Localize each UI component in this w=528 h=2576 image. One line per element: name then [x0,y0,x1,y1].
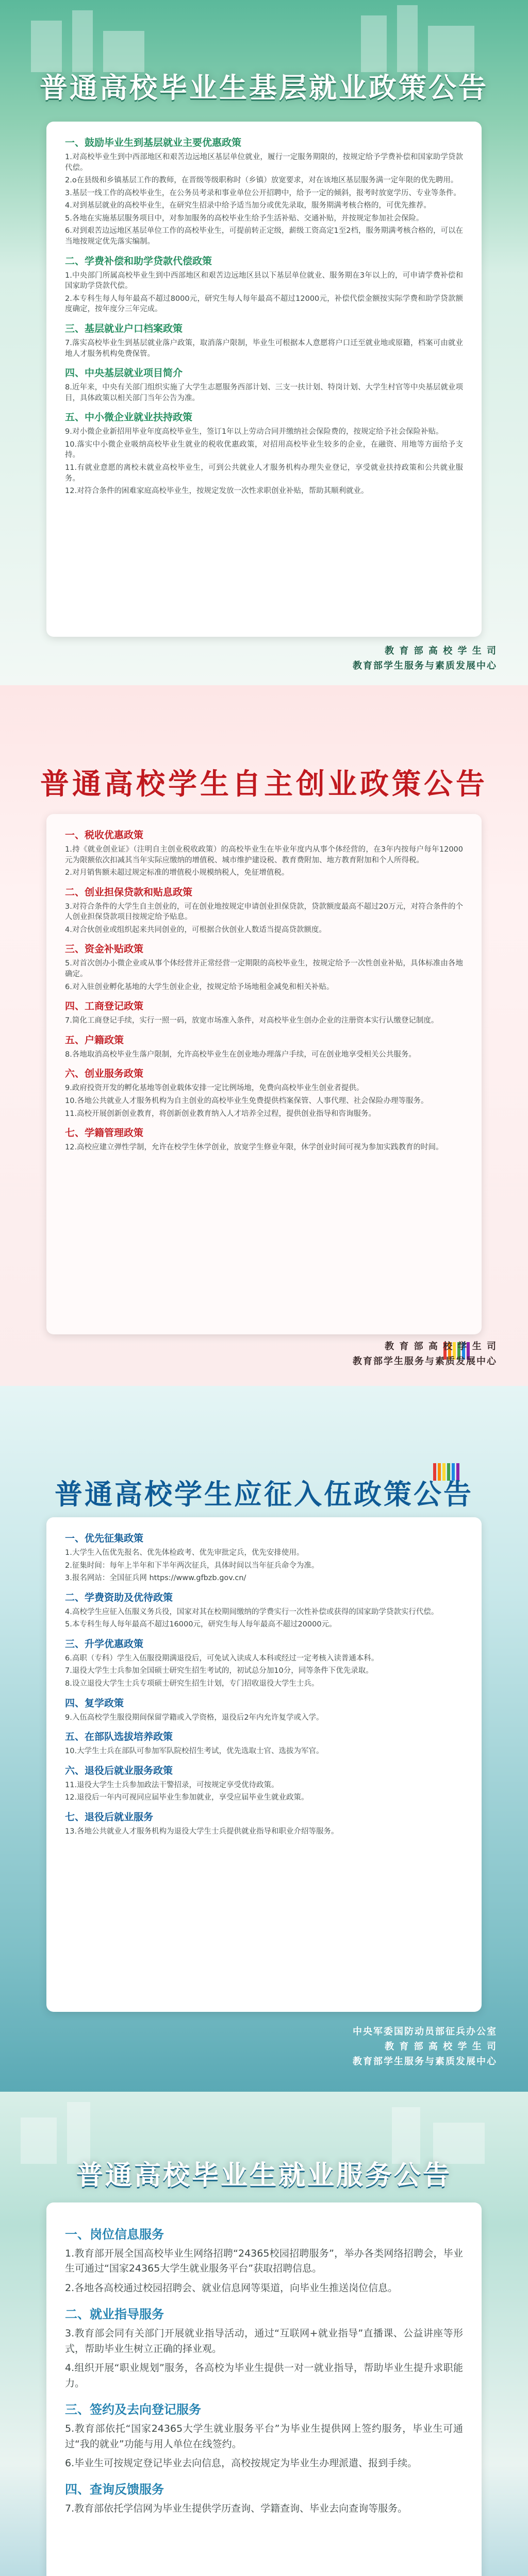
policy-item: 10.落实中小微企业吸纳高校毕业生就业的税收优惠政策，对招用高校毕业生较多的企业，在融资、用地等方面给予支持。 [65,440,463,460]
policy-item: 3.基层一线工作的高校毕业生，在公务员考录和事业单位公开招聘中，给予一定的倾斜，报考时放宽学历、专业等条件。 [65,189,461,197]
policy-card [46,1517,482,2012]
policy-item: 3.教育部会同有关部门开展就业指导活动，通过“互联网+就业指导”直播课、公益讲座等形式，帮助毕业生树立正确的择业观。 [65,2328,463,2354]
policy-item: 8.各地取消高校毕业生落户限制，允许高校毕业生在创业地办理落户手续，可在创业地享受相关公共服务。 [65,1050,416,1059]
policy-item: 9.入伍高校学生服役期间保留学籍或入学资格，退役后2年内允许复学或入学。 [65,1713,324,1722]
policy-item: 11.退役大学生士兵参加政法干警招录，可按规定享受优待政策。 [65,1781,279,1789]
policy-item: 4.对到基层就业的高校毕业生，在研究生招录中给予适当加分或优先录取，服务期满考核合格的，可优先推荐。 [65,201,431,210]
issuer-line: 中央军委国防动员部征兵办公室 [353,2026,497,2037]
issuer-line: 教 育 部 高 校 学 生 司 [385,2041,497,2052]
issuer-line: 教 育 部 高 校 学 生 司 [385,1341,497,1352]
section-heading: 三、资金补贴政策 [65,943,144,955]
policy-item: 3.对符合条件的大学生自主创业的，可在创业地按规定申请创业担保贷款，贷款额度最高不超过20万元，对符合条件的个人创业担保贷款项目按规定给予贴息。 [65,902,463,922]
section-heading: 六、创业服务政策 [65,1068,144,1080]
issuer-footer [353,644,497,674]
policy-item: 11.高校开展创新创业教育，将创新创业教育纳入人才培养全过程，提供创业指导和咨询服务。 [65,1109,376,1118]
policy-item: 9.政府投资开发的孵化基地等创业载体安排一定比例场地，免费向高校毕业生创业者提供。 [65,1084,364,1093]
policy-item: 7.教育部依托学信网为毕业生提供学历查询、学籍查询、毕业去向查询等服务。 [65,2503,408,2515]
policy-item: 10.各地公共就业人才服务机构为自主创业的高校毕业生免费提供档案保管、人事代理、社会保险办理等服务。 [65,1096,428,1105]
section-heading: 二、学费资助及优待政策 [65,1591,173,1603]
poster-entrepreneurship [0,685,528,1386]
policy-item: 10.大学生士兵在部队可参加军队院校招生考试，优先选取士官、选拔为军官。 [65,1747,324,1756]
section-heading: 二、创业担保贷款和贴息政策 [65,886,193,898]
policy-item: 5.各地在实施基层服务项目中，对参加服务的高校毕业生给予生活补贴、交通补贴，并按规定参加社会保险。 [65,214,424,223]
policy-item: 8.近年来，中央有关部门组织实施了大学生志愿服务西部计划、三支一扶计划、特岗计划、大学生村官等中央基层就业项目，具体政策以相关部门当年公告为准。 [65,383,463,402]
policy-item: 1.大学生入伍优先报名、优先体检政考、优先审批定兵，优先安排使用。 [65,1549,304,1557]
policy-item: 3.报名网站：全国征兵网 https://www.gfbzb.gov.cn/ [65,1574,246,1583]
section-heading: 一、优先征集政策 [65,1533,144,1544]
section-heading: 三、签约及去向登记服务 [65,2402,201,2417]
policy-item: 4.组织开展“职业规划”服务，各高校为毕业生提供一对一就业指导，帮助毕业生提升求职能力。 [65,2362,463,2389]
policy-card [46,814,482,1334]
policy-item: 7.退役大学生士兵参加全国硕士研究生招生考试的，初试总分加10分，同等条件下优先录取。 [65,1667,373,1675]
poster-title: 普通高校毕业生就业服务公告 [76,2160,452,2191]
poster-title: 普通高校毕业生基层就业政策公告 [40,71,488,104]
section-heading: 五、在部队选拔培养政策 [65,1731,173,1743]
policy-item: 5.本专科生每人每年最高不超过16000元，研究生每人每年最高不超过20000元。 [65,1620,337,1629]
issuer-footer [353,2025,497,2069]
poster-title: 普通高校学生自主创业政策公告 [40,767,488,801]
policy-item: 12.高校应建立弹性学制，允许在校学生休学创业，放宽学生修业年限，休学创业时间可视为参加实践教育的时间。 [65,1143,443,1152]
section-heading: 一、岗位信息服务 [65,2227,164,2242]
policy-item: 2.o在县级和乡镇基层工作的教师，在晋级等级职称时（乡镇）放宽要求，对在该地区基层服务满一定年限的优先聘用。 [65,176,458,185]
section-heading: 三、基层就业户口档案政策 [65,323,183,334]
issuer-line: 教育部学生服务与素质发展中心 [353,2056,497,2067]
policy-card [46,122,482,637]
policy-item: 1.中央部门所属高校毕业生到中西部地区和艰苦边远地区县以下基层单位就业、服务期在3年以上的，可申请学费补偿和国家助学贷款代偿。 [65,271,463,291]
policy-item: 12.对符合条件的困难家庭高校毕业生，按规定发放一次性求职创业补贴，帮助其顺利就业。 [65,487,369,496]
policy-item: 6.高职（专科）学生入伍服役期满退役后，可免试入读成人本科或经过一定考核入读普通本科。 [65,1654,379,1663]
policy-item: 5.教育部依托“国家24365大学生就业服务平台”为毕业生提供网上签约服务，毕业生可通过“我的就业”功能与用人单位在线签约。 [65,2423,463,2450]
policy-item: 8.设立退役大学生士兵专项硕士研究生招生计划，专门招收退役大学生士兵。 [65,1680,319,1688]
policy-item: 6.对到艰苦边远地区基层单位工作的高校毕业生，可提前转正定级，薪级工资高定1至2档，服务期满考核合格的，可以在当地按规定优先落实编制。 [65,227,463,246]
policy-item: 1.对高校毕业生到中西部地区和艰苦边远地区基层单位就业，履行一定服务期限的，按规定给予学费补偿和国家助学贷款代偿。 [65,153,463,172]
policy-card [46,2202,482,2576]
policy-item: 2.本专科生每人每年最高不超过8000元，研究生每人每年最高不超过12000元，补偿代偿金额按实际学费和助学贷款额度确定，按年度分三年完成。 [65,294,463,314]
poster-title: 普通高校学生应征入伍政策公告 [55,1478,473,1511]
poster-employment-services [0,2092,528,2576]
policy-item: 6.对入驻创业孵化基地的大学生创业企业，按规定给予场地租金减免和相关补贴。 [65,982,334,991]
section-heading: 五、中小微企业就业扶持政策 [65,412,193,423]
section-heading: 六、退役后就业服务政策 [65,1765,173,1776]
city-skyline-decoration [0,2092,528,2164]
section-heading: 三、升学优惠政策 [65,1638,144,1650]
poster-military-enlistment [0,1386,528,2092]
section-heading: 七、退役后就业服务 [65,1811,154,1823]
policy-item: 6.毕业生可按规定登记毕业去向信息，高校按规定为毕业生办理派遣、报到手续。 [65,2457,418,2469]
policy-item: 2.对月销售额未超过规定标准的增值税小规模纳税人，免征增值税。 [65,869,289,877]
policy-item: 4.对合伙创业或组织起来共同创业的，可根据合伙创业人数适当提高贷款额度。 [65,925,326,934]
policy-item: 1.持《就业创业证》（注明自主创业税收政策）的高校毕业生在毕业年度内从事个体经营的，在3年内按每户每年12000元为限额依次扣减其当年实际应缴纳的增值税、城市维护建设税、教育费附加、地方教育附加和个人所得税。 [65,845,463,865]
section-heading: 二、学费补偿和助学贷款代偿政策 [65,255,212,267]
policy-item: 4.高校学生应征入伍服义务兵役，国家对其在校期间缴纳的学费实行一次性补偿或获得的国家助学贷款实行代偿。 [65,1607,439,1616]
policy-item: 11.有就业意愿的离校未就业高校毕业生，可到公共就业人才服务机构办理失业登记，享受就业扶持政策和公共就业服务。 [65,463,463,483]
section-heading: 四、工商登记政策 [65,1001,144,1012]
section-heading: 一、鼓励毕业生到基层就业主要优惠政策 [65,137,242,148]
issuer-line: 教 育 部 高 校 学 生 司 [385,646,497,656]
section-heading: 二、就业指导服务 [65,2307,164,2322]
policy-item: 13.各地公共就业人才服务机构为退役大学生士兵提供就业指导和职业介绍等服务。 [65,1827,339,1836]
policy-item: 7.落实高校毕业生到基层就业落户政策，取消落户限制，毕业生可根据本人意愿将户口迁至就业地或原籍，档案可由就业地人才服务机构免费保管。 [65,338,463,358]
poster-grassroots-employment [0,0,528,685]
section-heading: 四、中央基层就业项目简介 [65,367,183,379]
policy-item: 9.对小微企业新招用毕业年度高校毕业生，签订1年以上劳动合同并缴纳社会保险费的，按规定给予社会保险补贴。 [65,428,443,436]
section-heading: 五、户籍政策 [65,1034,124,1046]
policy-item: 5.对首次创办小微企业或从事个体经营并正常经营一定期限的高校毕业生，按规定给予一次性创业补贴，具体标准由各地确定。 [65,959,463,979]
policy-item: 2.各地各高校通过校园招聘会、就业信息网等渠道，向毕业生推送岗位信息。 [65,2282,398,2294]
section-heading: 四、复学政策 [65,1697,124,1709]
policy-item: 12.退役后一年内可视同应届毕业生参加就业，享受应届毕业生就业政策。 [65,1793,309,1802]
policy-item: 7.简化工商登记手续，实行一照一码，放宽市场准入条件，对高校毕业生创办企业的注册资本实行认缴登记制度。 [65,1016,439,1025]
policy-item: 1.教育部开展全国高校毕业生网络招聘“24365校园招聘服务”，举办各类网络招聘会，毕业生可通过“国家24365大学生就业服务平台”获取招聘信息。 [65,2248,463,2275]
section-heading: 一、税收优惠政策 [65,829,144,841]
section-heading: 七、学籍管理政策 [65,1127,144,1139]
section-heading: 四、查询反馈服务 [65,2482,164,2497]
issuer-line: 教育部学生服务与素质发展中心 [353,660,497,671]
issuer-line: 教育部学生服务与素质发展中心 [353,1355,497,1367]
policy-item: 2.征集时间：每年上半年和下半年两次征兵，具体时间以当年征兵命令为准。 [65,1561,319,1570]
city-skyline-decoration [0,0,528,72]
issuer-footer [353,1340,497,1369]
